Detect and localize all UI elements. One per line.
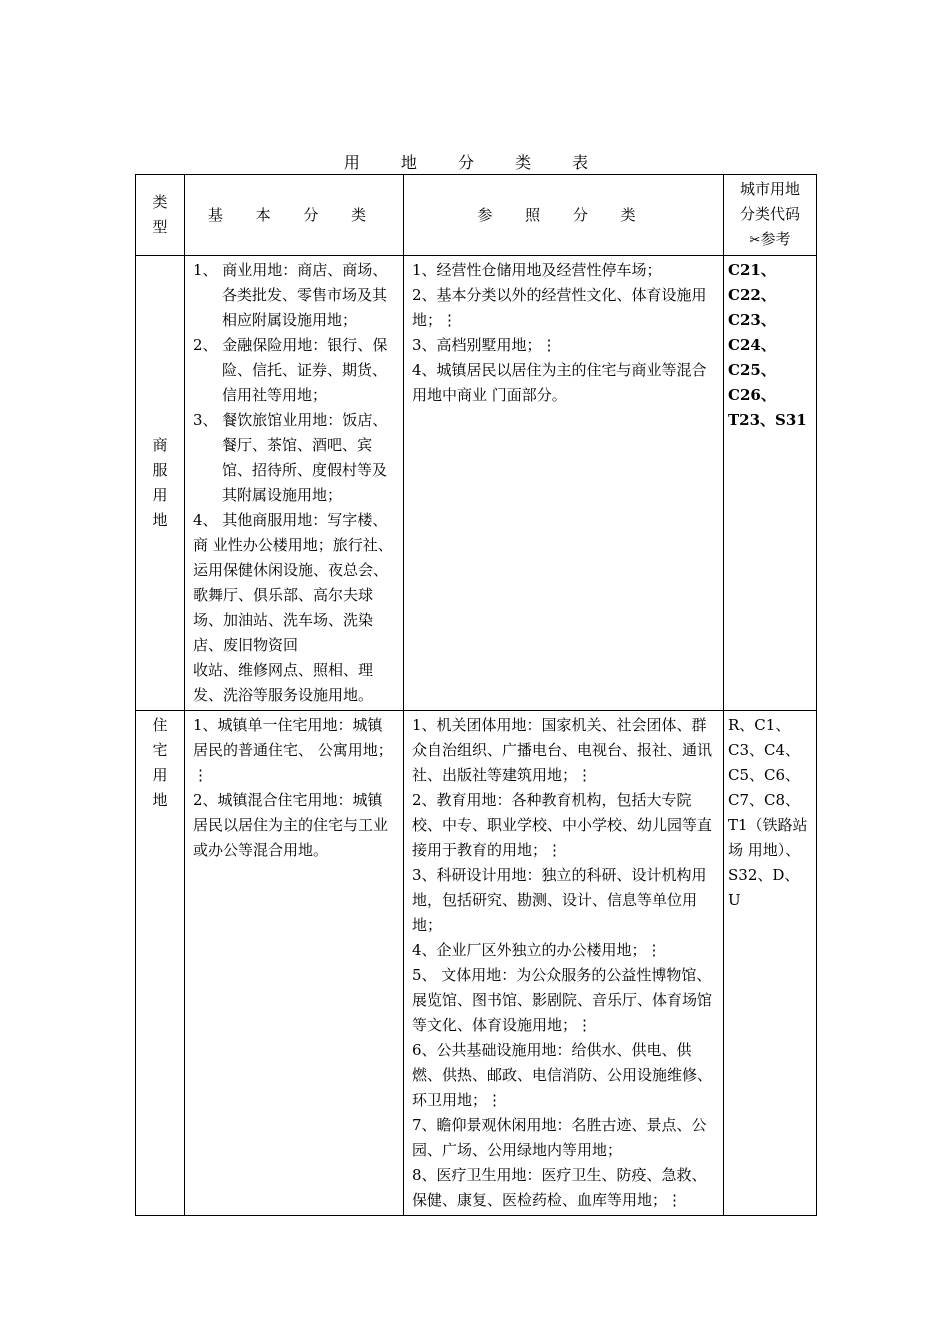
- row-basic: [185, 711, 404, 1216]
- row-type: [136, 256, 185, 711]
- row-reference: [404, 256, 724, 711]
- header-type-line: 型: [152, 218, 168, 236]
- type-char: 商: [152, 436, 168, 454]
- reference-item: 4、城镇居民以居住为主的住宅与商业等混合用地中商业 门面部分。: [412, 361, 707, 404]
- reference-item: 7、瞻仰景观休闲用地：名胜古迹、景点、公园、广场、公用绿地内等用地；: [412, 1116, 707, 1159]
- basic-item: 3、 餐饮旅馆业用地：饭店、餐厅、茶馆、酒吧、宾馆、招待所、度假村等及其附属设施用地；: [193, 411, 388, 504]
- basic-item: 2、城镇混合住宅用地：城镇居民以居住为主的住宅与工业或办公等混合用地。: [193, 791, 389, 859]
- basic-item: 1、城镇单一住宅用地：城镇居民的普通住宅、 公寓用地；⋮: [193, 716, 393, 784]
- type-char: 用: [152, 486, 168, 504]
- reference-item: 1、经营性仓储用地及经营性停车场；: [412, 261, 662, 279]
- header-basic: 基 本 分 类: [185, 175, 404, 256]
- table-row: [136, 256, 817, 711]
- header-code: [724, 175, 817, 256]
- reference-item: 2、基本分类以外的经营性文化、体育设施用地；⋮: [412, 286, 707, 329]
- basic-item: 4、 其他商服用地：写字楼、商 业性办公楼用地；旅行社、运用保健休闲设施、夜总会、歌舞厅、俱乐部、高尔夫球场、加油站、洗车场、洗染店、废旧物资回: [193, 511, 393, 654]
- basic-item: 收站、维修网点、照相、理发、洗浴等服务设施用地。: [193, 661, 374, 704]
- code-text: R、C1、C3、C4、C5、C6、C7、C8、T1（铁路站 场 用地）、S32、D、U: [728, 716, 808, 909]
- scissors-icon: ✂: [749, 233, 761, 248]
- reference-item: 3、高档别墅用地；⋮: [412, 336, 557, 354]
- header-type: [136, 175, 185, 256]
- type-char: 地: [152, 791, 168, 809]
- reference-item: 5、 文体用地：为公众服务的公益性博物馆、展览馆、图书馆、影剧院、音乐厅、体育场馆等文化、体育设施用地；⋮: [412, 966, 713, 1034]
- code-text: C21、C22、C23、C24、C25、C26、T23、S31: [728, 261, 807, 429]
- basic-item: 1、 商业用地：商店、商场、各类批发、零售市场及其相应附属设施用地；: [193, 261, 388, 329]
- header-row: [136, 175, 817, 256]
- header-type-line: 类: [152, 193, 168, 211]
- row-code: [724, 256, 817, 711]
- reference-item: 3、科研设计用地：独立的科研、设计机构用地，包括研究、勘测、设计、信息等单位用地；: [412, 866, 707, 934]
- type-char: 住: [152, 716, 168, 734]
- header-code-line: 参考: [760, 230, 791, 248]
- type-char: 服: [152, 461, 168, 479]
- table-title: 用 地 分 类 表: [343, 153, 607, 172]
- reference-item: 1、机关团体用地：国家机关、社会团体、群众自治组织、广播电台、电视台、报社、通讯社、出版社等建筑用地；⋮: [412, 716, 713, 784]
- row-basic: [185, 256, 404, 711]
- land-classification-table: [135, 174, 817, 1216]
- header-code-line: 城市用地: [739, 180, 800, 198]
- reference-item: 6、公共基础设施用地：给供水、供电、供燃、供热、邮政、电信消防、公用设施维修、环卫用地；⋮: [412, 1041, 713, 1109]
- row-type: [136, 711, 185, 1216]
- type-char: 用: [152, 766, 168, 784]
- type-char: 宅: [152, 741, 168, 759]
- row-reference: [404, 711, 724, 1216]
- reference-item: 4、企业厂区外独立的办公楼用地；⋮: [412, 941, 662, 959]
- basic-item: 2、 金融保险用地：银行、保险、信托、证券、期货、信用社等用地；: [193, 336, 388, 404]
- header-code-line: 分类代码: [739, 205, 800, 223]
- header-reference: 参 照 分 类: [404, 175, 724, 256]
- reference-item: 8、医疗卫生用地：医疗卫生、防疫、急救、保健、康复、医检药检、血库等用地；⋮: [412, 1166, 707, 1209]
- row-code: [724, 711, 817, 1216]
- type-char: 地: [152, 511, 168, 529]
- reference-item: 2、教育用地：各种教育机构，包括大专院校、中专、职业学校、中小学校、幼儿园等直接用于教育的用地；⋮: [412, 791, 713, 859]
- table-row: [136, 711, 817, 1216]
